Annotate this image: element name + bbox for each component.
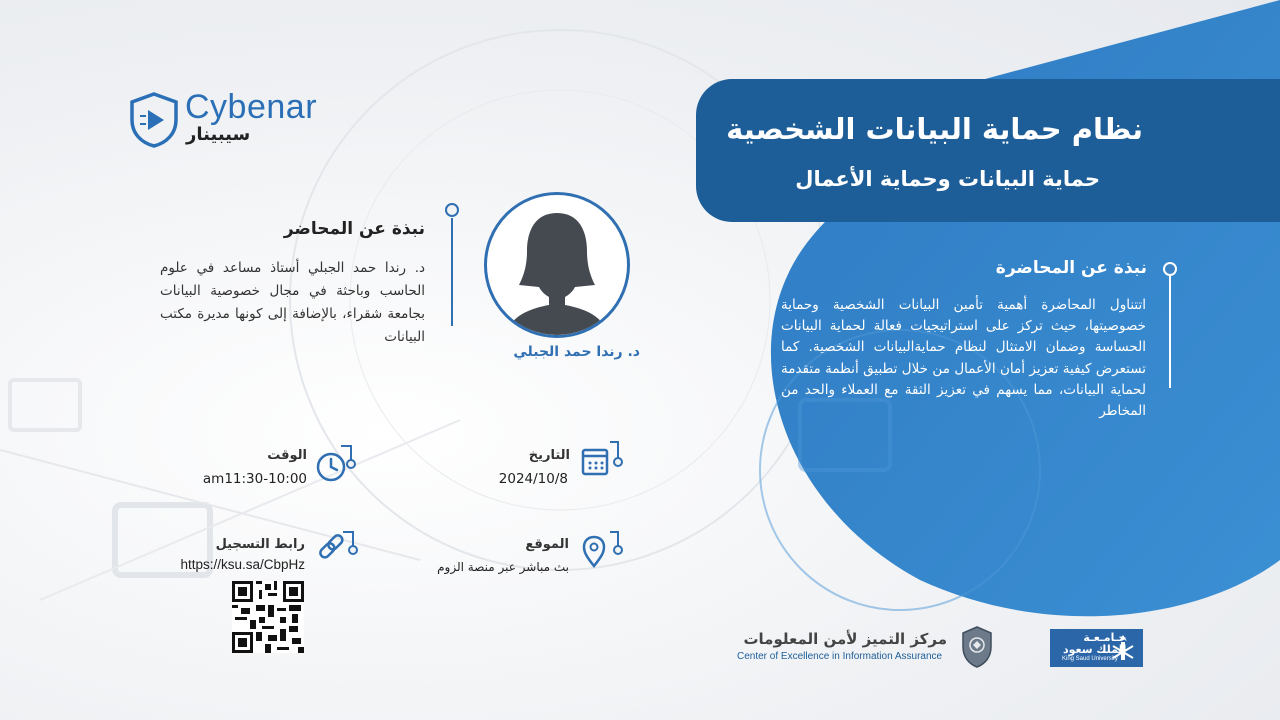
- speaker-bullet-icon: [445, 203, 459, 217]
- speaker-name: د. رندا حمد الجبلي: [513, 344, 640, 360]
- qr-code-icon[interactable]: [232, 581, 304, 653]
- location-value: بث مباشر عبر منصة الزوم: [437, 560, 569, 574]
- ceia-emblem-icon: [960, 625, 994, 669]
- calendar-icon: [580, 438, 628, 484]
- logo-text-arabic: سيبينار: [186, 124, 251, 145]
- date-value: 2024/10/8: [498, 471, 568, 487]
- date-label: التاريخ: [528, 448, 570, 463]
- registration-link[interactable]: https://ksu.sa/CbpHz: [180, 557, 305, 572]
- registration-label: رابط التسجيل: [215, 537, 305, 552]
- link-icon: [315, 528, 363, 574]
- time-label: الوقت: [267, 448, 307, 463]
- speaker-divider: [451, 218, 453, 326]
- lecture-divider: [1169, 276, 1171, 388]
- lecture-bullet-icon: [1163, 262, 1177, 276]
- ksu-name-english: King Saud University: [1062, 656, 1118, 662]
- ksu-name-arabic-line1: جـامـعـة: [1083, 631, 1127, 644]
- ceia-name-english: Center of Excellence in Information Assurance: [737, 651, 943, 662]
- title-banner: [696, 79, 1280, 222]
- speaker-heading: نبذة عن المحاضر: [283, 219, 425, 239]
- location-label: الموقع: [525, 537, 569, 552]
- clock-icon: [313, 440, 361, 486]
- person-avatar-icon: [487, 195, 627, 335]
- lecture-heading: نبذة عن المحاضرة: [995, 258, 1147, 278]
- page-title: نظام حماية البيانات الشخصية: [726, 112, 1143, 146]
- lecture-description: اتتناول المحاضرة أهمية تأمين البيانات الشخصية وحماية خصوصيتها، حيث تركز على استراتيجيات فعالة لحماية البيانات الحساسة وضمان الامتثال لنظام حمايةالبيانات الشخصية. كما تستعرض كيفية تعزيز أمان الأعمال من خلال تطبيق أنظمة متقدمة لحماية البيانات، مما يسهم في تعزيز الثقة مع العملاء والحد من المخاطر: [781, 297, 1146, 420]
- shield-logo-icon: [128, 92, 180, 148]
- ksu-name-arabic-line2: الملك سعود: [1063, 643, 1127, 656]
- avatar: [484, 192, 630, 338]
- location-pin-icon: [580, 528, 628, 574]
- speaker-description: د. رندا حمد الجبلي أستاذ مساعد في علوم الحاسب وباحثة في مجال خصوصية البيانات بجامعة شقراء، بالإضافة إلى كونها مديرة مكتب البيانات: [160, 260, 425, 345]
- ceia-name-arabic: مركز التميز لأمن المعلومات: [743, 630, 947, 648]
- page-subtitle: حماية البيانات وحماية الأعمال: [795, 167, 1100, 191]
- ksu-name-arabic: [1063, 632, 1126, 656]
- time-value: am11:30-10:00: [202, 471, 307, 487]
- logo-text: Cybenar: [185, 88, 318, 126]
